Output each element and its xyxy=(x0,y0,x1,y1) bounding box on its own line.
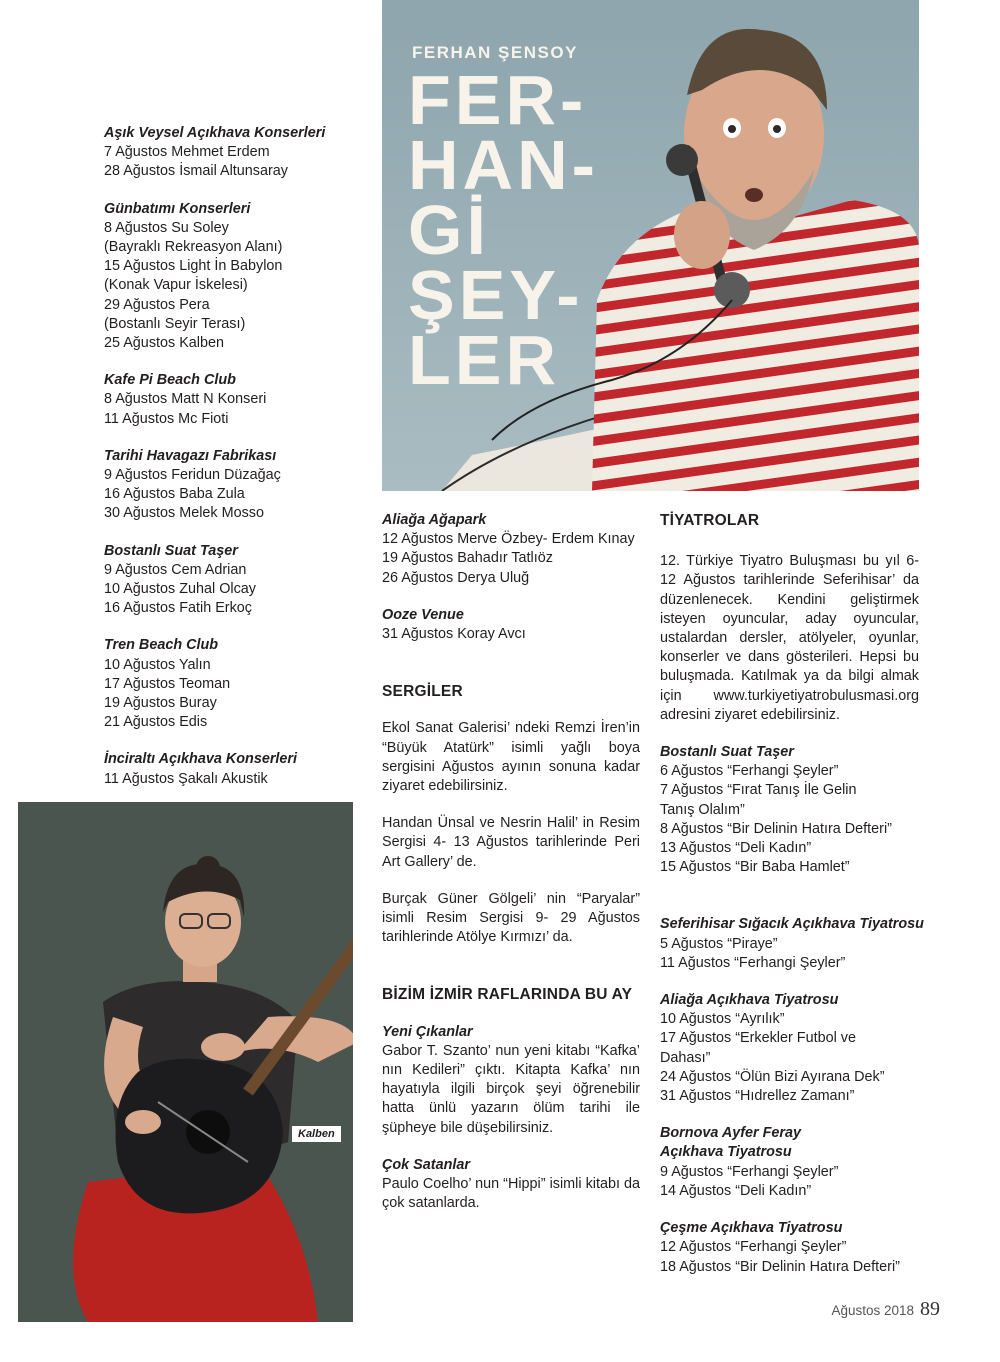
event-line: 12 Ağustos “Ferhangi Şeyler” xyxy=(660,1239,847,1256)
event-line: (Bayraklı Rekreasyon Alanı) xyxy=(104,239,283,256)
venue-block xyxy=(104,542,344,619)
event-line: 16 Ağustos Baba Zula xyxy=(104,486,245,503)
event-line: 13 Ağustos “Deli Kadın” xyxy=(660,840,812,857)
photo-caption: Kalben xyxy=(292,1126,341,1142)
section-heading-sergiler: SERGİLER xyxy=(382,683,463,701)
event-line: 5 Ağustos “Piraye” xyxy=(660,935,778,952)
page-footer xyxy=(831,1298,940,1321)
venue-block xyxy=(104,750,344,788)
book-paragraph: Gabor T. Szanto’ nun yeni kitabı “Kafka’ nın Kedileri” çıktı. Kitapta Kafka’ nın hayatıyla ilgili birçok şeyi öğrenebilir hatta ünlü yazarın ölüm tarihi ile şüpheye bile düşebilirsiniz. xyxy=(382,1042,640,1136)
event-line: 9 Ağustos Cem Adrian xyxy=(104,561,247,578)
event-line: 25 Ağustos Kalben xyxy=(104,335,225,352)
venue-title: Bornova Ayfer Feray xyxy=(660,1125,802,1142)
issue-date: Ağustos 2018 xyxy=(831,1303,914,1318)
poster-title-line: ŞEY- xyxy=(408,256,584,334)
venue-block xyxy=(660,1219,919,1277)
book-paragraph: Paulo Coelho’ nun “Hippi” isimli kitabı da çok satanlarda. xyxy=(382,1176,640,1212)
poster-author: FERHAN ŞENSOY xyxy=(412,43,578,62)
event-line: 31 Ağustos Koray Avcı xyxy=(382,626,526,643)
event-line: 12 Ağustos Merve Özbey- Erdem Kınay xyxy=(382,531,635,548)
event-line: (Konak Vapur İskelesi) xyxy=(104,277,248,294)
theatre-intro: 12. Türkiye Tiyatro Buluşması bu yıl 6- 12 Ağustos tarihlerinde Seferihisar’ da düzenlenecek. Kendini geliştirmek isteyen oyuncular, aday oyuncular, ustalardan dersler, atölyeler, oyunlar, konserler ve dans gösterileri. Hepsi bu buluşmada. Katılmak ya da bilgi almak için www.turkiyetiyatrobulusmasi.org adresini ziyaret edebilirsiniz. xyxy=(660,553,919,723)
event-line: 7 Ağustos Mehmet Erdem xyxy=(104,144,270,161)
event-line: 11 Ağustos “Ferhangi Şeyler” xyxy=(660,954,846,971)
event-line: 17 Ağustos Teoman xyxy=(104,675,231,692)
venue-title: Çeşme Açıkhava Tiyatrosu xyxy=(660,1220,843,1237)
venue-title: Tarihi Havagazı Fabrikası xyxy=(104,447,277,464)
venue-block xyxy=(382,606,640,644)
event-line: 30 Ağustos Melek Mosso xyxy=(104,505,264,522)
venue-block xyxy=(660,991,919,1106)
poster-title xyxy=(408,61,599,399)
kalben-illustration xyxy=(18,802,353,1322)
venue-title: Ooze Venue xyxy=(382,606,464,623)
event-line: 10 Ağustos “Ayrılık” xyxy=(660,1011,785,1028)
event-line: 11 Ağustos Mc Fioti xyxy=(104,410,229,427)
event-line: Tanış Olalım” xyxy=(660,801,745,818)
event-line: (Bostanlı Seyir Terası) xyxy=(104,315,246,332)
venue-title: Seferihisar Sığacık Açıkhava Tiyatrosu xyxy=(660,916,924,933)
venue-title: Aliağa Açıkhava Tiyatrosu xyxy=(660,992,839,1009)
venue-block xyxy=(382,511,640,588)
venue-block xyxy=(660,743,919,877)
page-number: 89 xyxy=(920,1298,940,1320)
section-heading-raflar: BİZİM İZMİR RAFLARINDA BU AY xyxy=(382,986,633,1004)
event-line: 26 Ağustos Derya Uluğ xyxy=(382,569,530,586)
venue-block xyxy=(660,1124,919,1201)
event-line: 15 Ağustos “Bir Baba Hamlet” xyxy=(660,859,850,876)
event-line: 24 Ağustos “Ölün Bizi Ayırana Dek” xyxy=(660,1068,885,1085)
venue-title: Tren Beach Club xyxy=(104,637,219,654)
event-line: Dahası” xyxy=(660,1049,711,1066)
section-heading-tiyatrolar: TİYATROLAR xyxy=(660,512,760,529)
venue-title: İnciraltı Açıkhava Konserleri xyxy=(104,751,298,768)
event-line: 15 Ağustos Light İn Babylon xyxy=(104,258,283,275)
exhibition-paragraph: Burçak Güner Gölgeli’ nin “Paryalar” isimli Resim Sergisi 9- 29 Ağustos tarihlerinde Atölye Kırmızı’ da. xyxy=(382,890,640,946)
venue-block xyxy=(104,636,344,732)
middle-column xyxy=(382,511,640,1231)
event-line: 28 Ağustos İsmail Altunsaray xyxy=(104,163,288,180)
event-line: 14 Ağustos “Deli Kadın” xyxy=(660,1182,812,1199)
event-line: 11 Ağustos Şakalı Akustik xyxy=(104,770,268,787)
poster-title-line: FER- xyxy=(408,61,588,139)
venue-title: Aliağa Ağapark xyxy=(382,512,487,528)
event-line: 17 Ağustos “Erkekler Futbol ve xyxy=(660,1030,856,1047)
book-block xyxy=(382,1156,640,1214)
event-line: 10 Ağustos Zuhal Olcay xyxy=(104,581,256,598)
subsection-title: Yeni Çıkanlar xyxy=(382,1023,473,1040)
kalben-photo xyxy=(18,802,353,1322)
exhibition-paragraph: Handan Ünsal ve Nesrin Halil’ in Resim Sergisi 4- 13 Ağustos tarihlerinde Peri Art Gallery’ de. xyxy=(382,815,640,870)
event-line: 18 Ağustos “Bir Delinin Hatıra Defteri” xyxy=(660,1258,900,1275)
ferhangi-seyler-poster-image xyxy=(382,0,919,491)
venue-block xyxy=(660,915,924,973)
event-line: 8 Ağustos Matt N Konseri xyxy=(104,391,267,408)
concert-listings-column xyxy=(104,124,344,807)
poster-title-line: HAN- xyxy=(408,126,599,204)
poster-title-line: LER xyxy=(408,321,560,399)
venue-block xyxy=(104,124,344,182)
poster-title-line: Gİ xyxy=(408,191,490,269)
venue-title: Aşık Veysel Açıkhava Konserleri xyxy=(104,125,326,141)
event-line: 8 Ağustos “Bir Delinin Hatıra Defteri” xyxy=(660,820,892,837)
venue-block xyxy=(104,447,344,524)
event-line: 9 Ağustos Feridun Düzağaç xyxy=(104,467,281,484)
venue-title: Kafe Pi Beach Club xyxy=(104,372,236,389)
event-line: 6 Ağustos “Ferhangi Şeyler” xyxy=(660,763,839,780)
event-line: 7 Ağustos “Fırat Tanış İle Gelin xyxy=(660,782,857,799)
venue-block xyxy=(104,371,344,429)
subsection-title: Çok Satanlar xyxy=(382,1156,470,1173)
venue-block xyxy=(104,200,344,354)
event-line: 29 Ağustos Pera xyxy=(104,296,210,313)
exhibition-paragraph: Ekol Sanat Galerisi’ ndeki Remzi İren’in “Büyük Atatürk” isimli yağlı boya sergisini Ağustos ayının sonuna kadar ziyaret edebilirsiniz. xyxy=(382,720,640,795)
venue-title: Bostanlı Suat Taşer xyxy=(660,744,794,761)
theatre-column xyxy=(660,511,924,1295)
event-line: 10 Ağustos Yalın xyxy=(104,656,211,673)
event-line: 19 Ağustos Bahadır Tatlıöz xyxy=(382,550,553,567)
event-line: 19 Ağustos Buray xyxy=(104,695,217,712)
event-line: 8 Ağustos Su Soley xyxy=(104,219,229,236)
event-line: 9 Ağustos “Ferhangi Şeyler” xyxy=(660,1163,839,1180)
venue-title: Bostanlı Suat Taşer xyxy=(104,542,238,559)
venue-title: Açıkhava Tiyatrosu xyxy=(660,1144,792,1161)
book-block xyxy=(382,1023,640,1138)
event-line: 21 Ağustos Edis xyxy=(104,714,208,731)
venue-title: Günbatımı Konserleri xyxy=(104,200,251,217)
event-line: 31 Ağustos “Hıdrellez Zamanı” xyxy=(660,1088,855,1105)
event-line: 16 Ağustos Fatih Erkoç xyxy=(104,600,252,617)
